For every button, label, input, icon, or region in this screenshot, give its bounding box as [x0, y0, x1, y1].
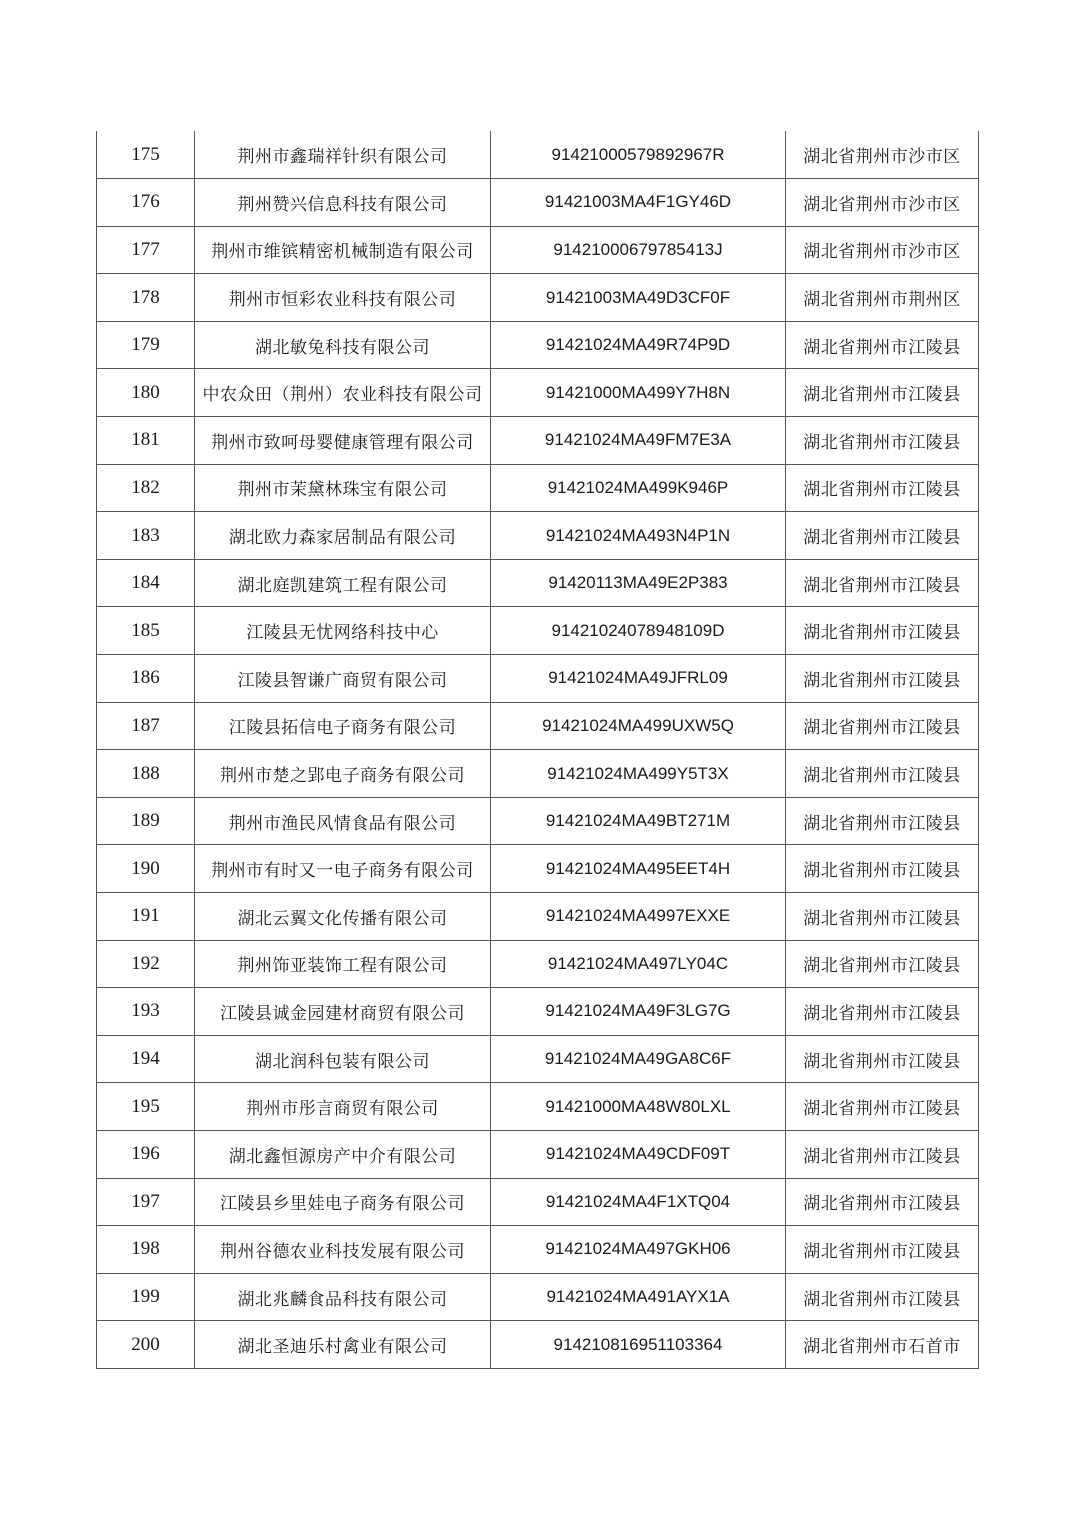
company-name-cell: 江陵县乡里娃电子商务有限公司 — [195, 1178, 491, 1226]
address-cell: 湖北省荆州市江陵县 — [786, 702, 979, 750]
table-row — [97, 702, 979, 750]
row-number-cell: 190 — [97, 845, 195, 893]
company-name-cell: 江陵县诚金园建材商贸有限公司 — [195, 988, 491, 1036]
address-cell: 湖北省荆州市江陵县 — [786, 417, 979, 465]
credit-code-cell: 91421000679785413J — [491, 226, 786, 274]
table-row — [97, 1035, 979, 1083]
address-cell: 湖北省荆州市沙市区 — [786, 131, 979, 179]
company-name-cell: 荆州市茉黛林珠宝有限公司 — [195, 464, 491, 512]
row-number-cell: 185 — [97, 607, 195, 655]
company-name-cell: 江陵县智谦广商贸有限公司 — [195, 655, 491, 703]
row-number-cell: 195 — [97, 1083, 195, 1131]
company-name-cell: 荆州市致呵母婴健康管理有限公司 — [195, 417, 491, 465]
table-row — [97, 512, 979, 560]
company-name-cell: 湖北敏兔科技有限公司 — [195, 321, 491, 369]
address-cell: 湖北省荆州市江陵县 — [786, 369, 979, 417]
table-row — [97, 179, 979, 227]
table-row — [97, 464, 979, 512]
row-number-cell: 200 — [97, 1321, 195, 1369]
row-number-cell: 184 — [97, 559, 195, 607]
credit-code-cell: 91421024MA4997EXXE — [491, 893, 786, 941]
credit-code-cell: 91421024MA49R74P9D — [491, 321, 786, 369]
table-row — [97, 845, 979, 893]
credit-code-cell: 91421024MA49BT271M — [491, 797, 786, 845]
company-name-cell: 江陵县无忧网络科技中心 — [195, 607, 491, 655]
row-number-cell: 198 — [97, 1226, 195, 1274]
credit-code-cell: 91421024MA493N4P1N — [491, 512, 786, 560]
address-cell: 湖北省荆州市江陵县 — [786, 655, 979, 703]
address-cell: 湖北省荆州市江陵县 — [786, 559, 979, 607]
address-cell: 湖北省荆州市江陵县 — [786, 845, 979, 893]
company-name-cell: 荆州市维镔精密机械制造有限公司 — [195, 226, 491, 274]
address-cell: 湖北省荆州市江陵县 — [786, 988, 979, 1036]
company-name-cell: 荆州市楚之郢电子商务有限公司 — [195, 750, 491, 798]
row-number-cell: 181 — [97, 417, 195, 465]
table-row — [97, 274, 979, 322]
company-name-cell: 荆州市鑫瑞祥针织有限公司 — [195, 131, 491, 179]
table-row — [97, 797, 979, 845]
table-row — [97, 893, 979, 941]
credit-code-cell: 914210816951103364 — [491, 1321, 786, 1369]
table-row — [97, 321, 979, 369]
table-row — [97, 607, 979, 655]
table-row — [97, 655, 979, 703]
credit-code-cell: 91421024MA4F1XTQ04 — [491, 1178, 786, 1226]
table-row — [97, 226, 979, 274]
table-row — [97, 988, 979, 1036]
credit-code-cell: 91421003MA49D3CF0F — [491, 274, 786, 322]
company-name-cell: 荆州赞兴信息科技有限公司 — [195, 179, 491, 227]
company-registry-table — [96, 131, 979, 1369]
credit-code-cell: 91420113MA49E2P383 — [491, 559, 786, 607]
table-row — [97, 1226, 979, 1274]
row-number-cell: 180 — [97, 369, 195, 417]
company-name-cell: 湖北欧力森家居制品有限公司 — [195, 512, 491, 560]
company-name-cell: 荆州市彤言商贸有限公司 — [195, 1083, 491, 1131]
table-row — [97, 940, 979, 988]
company-name-cell: 湖北兆麟食品科技有限公司 — [195, 1273, 491, 1321]
company-name-cell: 中农众田（荆州）农业科技有限公司 — [195, 369, 491, 417]
table-row — [97, 559, 979, 607]
address-cell: 湖北省荆州市江陵县 — [786, 321, 979, 369]
credit-code-cell: 91421024MA49F3LG7G — [491, 988, 786, 1036]
row-number-cell: 191 — [97, 893, 195, 941]
address-cell: 湖北省荆州市江陵县 — [786, 1178, 979, 1226]
registry-table-body — [97, 131, 979, 1368]
row-number-cell: 192 — [97, 940, 195, 988]
row-number-cell: 197 — [97, 1178, 195, 1226]
company-name-cell: 湖北圣迪乐村禽业有限公司 — [195, 1321, 491, 1369]
address-cell: 湖北省荆州市江陵县 — [786, 1035, 979, 1083]
credit-code-cell: 91421024MA49JFRL09 — [491, 655, 786, 703]
credit-code-cell: 91421024MA49FM7E3A — [491, 417, 786, 465]
credit-code-cell: 91421024MA497LY04C — [491, 940, 786, 988]
table-row — [97, 1083, 979, 1131]
credit-code-cell: 91421000MA48W80LXL — [491, 1083, 786, 1131]
row-number-cell: 179 — [97, 321, 195, 369]
credit-code-cell: 91421024MA49CDF09T — [491, 1130, 786, 1178]
address-cell: 湖北省荆州市沙市区 — [786, 179, 979, 227]
row-number-cell: 187 — [97, 702, 195, 750]
row-number-cell: 199 — [97, 1273, 195, 1321]
credit-code-cell: 91421024MA497GKH06 — [491, 1226, 786, 1274]
address-cell: 湖北省荆州市荆州区 — [786, 274, 979, 322]
address-cell: 湖北省荆州市江陵县 — [786, 893, 979, 941]
credit-code-cell: 91421003MA4F1GY46D — [491, 179, 786, 227]
row-number-cell: 182 — [97, 464, 195, 512]
company-name-cell: 荆州谷德农业科技发展有限公司 — [195, 1226, 491, 1274]
company-name-cell: 江陵县拓信电子商务有限公司 — [195, 702, 491, 750]
address-cell: 湖北省荆州市沙市区 — [786, 226, 979, 274]
credit-code-cell: 91421024MA49GA8C6F — [491, 1035, 786, 1083]
company-name-cell: 湖北云翼文化传播有限公司 — [195, 893, 491, 941]
company-name-cell: 湖北庭凯建筑工程有限公司 — [195, 559, 491, 607]
company-name-cell: 荆州市恒彩农业科技有限公司 — [195, 274, 491, 322]
row-number-cell: 177 — [97, 226, 195, 274]
address-cell: 湖北省荆州市石首市 — [786, 1321, 979, 1369]
credit-code-cell: 91421000MA499Y7H8N — [491, 369, 786, 417]
company-name-cell: 湖北鑫恒源房产中介有限公司 — [195, 1130, 491, 1178]
row-number-cell: 189 — [97, 797, 195, 845]
row-number-cell: 193 — [97, 988, 195, 1036]
credit-code-cell: 91421000579892967R — [491, 131, 786, 179]
row-number-cell: 188 — [97, 750, 195, 798]
company-name-cell: 荆州饰亚装饰工程有限公司 — [195, 940, 491, 988]
company-name-cell: 荆州市渔民风情食品有限公司 — [195, 797, 491, 845]
address-cell: 湖北省荆州市江陵县 — [786, 797, 979, 845]
table-row — [97, 1130, 979, 1178]
row-number-cell: 176 — [97, 179, 195, 227]
address-cell: 湖北省荆州市江陵县 — [786, 1130, 979, 1178]
table-row — [97, 369, 979, 417]
table-row — [97, 750, 979, 798]
row-number-cell: 186 — [97, 655, 195, 703]
address-cell: 湖北省荆州市江陵县 — [786, 1226, 979, 1274]
address-cell: 湖北省荆州市江陵县 — [786, 512, 979, 560]
credit-code-cell: 91421024078948109D — [491, 607, 786, 655]
credit-code-cell: 91421024MA499K946P — [491, 464, 786, 512]
address-cell: 湖北省荆州市江陵县 — [786, 607, 979, 655]
credit-code-cell: 91421024MA491AYX1A — [491, 1273, 786, 1321]
company-name-cell: 荆州市有时又一电子商务有限公司 — [195, 845, 491, 893]
address-cell: 湖北省荆州市江陵县 — [786, 1273, 979, 1321]
row-number-cell: 194 — [97, 1035, 195, 1083]
table-row — [97, 1273, 979, 1321]
address-cell: 湖北省荆州市江陵县 — [786, 1083, 979, 1131]
address-cell: 湖北省荆州市江陵县 — [786, 940, 979, 988]
address-cell: 湖北省荆州市江陵县 — [786, 464, 979, 512]
credit-code-cell: 91421024MA499UXW5Q — [491, 702, 786, 750]
table-row — [97, 131, 979, 179]
row-number-cell: 178 — [97, 274, 195, 322]
table-row — [97, 417, 979, 465]
row-number-cell: 175 — [97, 131, 195, 179]
table-row — [97, 1321, 979, 1369]
address-cell: 湖北省荆州市江陵县 — [786, 750, 979, 798]
company-name-cell: 湖北润科包装有限公司 — [195, 1035, 491, 1083]
credit-code-cell: 91421024MA499Y5T3X — [491, 750, 786, 798]
table-row — [97, 1178, 979, 1226]
credit-code-cell: 91421024MA495EET4H — [491, 845, 786, 893]
row-number-cell: 183 — [97, 512, 195, 560]
row-number-cell: 196 — [97, 1130, 195, 1178]
